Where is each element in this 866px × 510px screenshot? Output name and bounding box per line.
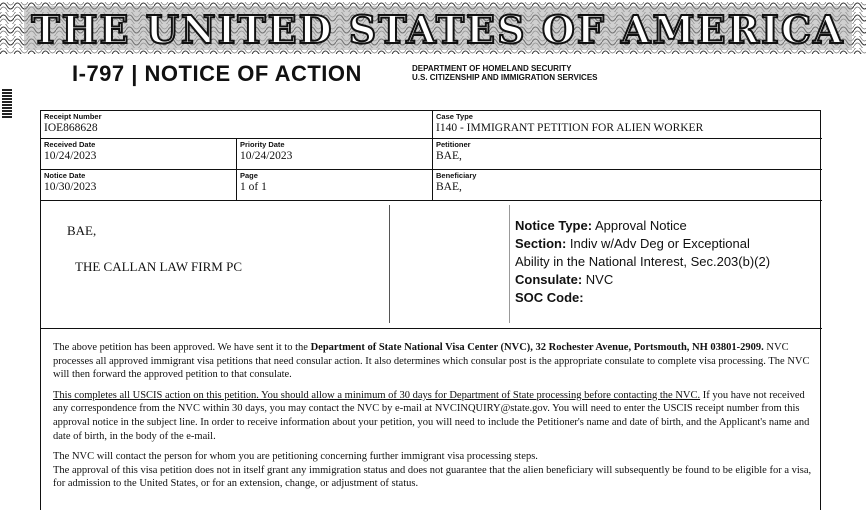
processing-notice: This completes all USCIS action on this petition. You should allow a minimum of 30 days for Department of State processing before contacting the NVC.: [53, 389, 701, 401]
page-number: 1 of 1: [240, 181, 267, 193]
petitioner: BAE,: [436, 150, 462, 162]
received-date-cell: [41, 139, 237, 170]
priority-date-label: Priority Date: [240, 140, 285, 149]
recipient-firm: THE CALLAN LAW FIRM PC: [75, 259, 243, 274]
beneficiary-cell: [433, 170, 822, 201]
paragraph-4: The approval of this visa petition does not in itself grant any immigration status and does not guarantee that the alien beneficiary will subsequently be found to be eligible for a visa, for admission to the United States, or for an extension, change, or adjustment of status.: [53, 464, 812, 490]
page-label: Page: [240, 171, 258, 180]
consulate-label: Consulate:: [515, 272, 583, 287]
beneficiary-label: Beneficiary: [436, 171, 477, 180]
notice-frame: [40, 110, 821, 510]
notice-date-cell: [41, 170, 237, 201]
recipient-name: BAE,: [67, 223, 97, 238]
received-date-label: Received Date: [44, 140, 96, 149]
paragraph-1: The above petition has been approved. We have sent it to the Department of State National Visa Center (NVC), 32 Rochester Avenue, Portsmouth, NH 03801-2909. NVC processes all approved immigrant visa petitions that need consular action. It also determines which consular post is the appropriate consulate to complete visa processing. The NVC will then forward the approved petition to that consulate.: [53, 342, 810, 381]
section-line-1: Indiv w/Adv Deg or Exceptional: [569, 236, 750, 251]
notice-divider: [509, 205, 510, 323]
notice-date-label: Notice Date: [44, 171, 86, 180]
case-type-label: Case Type: [436, 112, 473, 121]
section-label: Section:: [515, 236, 567, 251]
nvc-address: Department of State National Visa Center (NVC), 32 Rochester Avenue, Portsmouth, NH 03801-2909.: [310, 342, 764, 353]
petitioner-cell: [433, 139, 822, 170]
banner-title: THE UNITED STATES OF AMERICA: [31, 7, 845, 52]
section-line-2: Ability in the National Interest, Sec.203(b)(2): [515, 254, 771, 269]
barcode-mark: [2, 88, 12, 118]
notice-type-label: Notice Type:: [515, 218, 593, 233]
received-date: 10/24/2023: [44, 150, 97, 162]
beneficiary: BAE,: [436, 181, 462, 193]
case-type: I140 - IMMIGRANT PETITION FOR ALIEN WORKER: [436, 122, 704, 134]
department-name: [412, 64, 598, 82]
receipt-number-cell: [41, 111, 433, 139]
banner: [0, 0, 866, 58]
notice-type: Approval Notice: [594, 218, 687, 233]
soc-code-label: SOC Code:: [515, 290, 584, 305]
form-title: I-797 | NOTICE OF ACTION: [72, 61, 362, 86]
receipt-number-label: Receipt Number: [44, 112, 102, 121]
notice-date: 10/30/2023: [44, 181, 97, 193]
notice-body: [53, 341, 813, 498]
dept-line-1: DEPARTMENT OF HOMELAND SECURITY: [412, 64, 572, 73]
petitioner-label: Petitioner: [436, 140, 471, 149]
page-cell: [237, 170, 433, 201]
case-type-cell: [433, 111, 822, 139]
address-divider: [389, 205, 390, 323]
paragraph-3: The NVC will contact the person for whom you are petitioning concerning further immigrant visa processing steps.: [53, 451, 538, 463]
consulate: NVC: [585, 272, 614, 287]
paragraph-2: This completes all USCIS action on this petition. You should allow a minimum of 30 days for Department of State processing before contacting the NVC. If you have not received any correspondence from the NVC within 30 days, you may contact the NVC by e-mail at NVCINQUIRY@state.gov. You will need to enter the USCIS receipt number from this approval notice in the subject line. In order to receive information about your petition, you will need to include the Petitioner's name and date of birth, and the Applicant's name and date of birth, in the body of the e-mail.: [53, 389, 810, 442]
notice-details: [515, 217, 770, 307]
priority-date-cell: [237, 139, 433, 170]
receipt-number: IOE868628: [44, 122, 98, 134]
priority-date: 10/24/2023: [240, 150, 293, 162]
dept-line-2: U.S. CITIZENSHIP AND IMMIGRATION SERVICES: [412, 73, 598, 82]
